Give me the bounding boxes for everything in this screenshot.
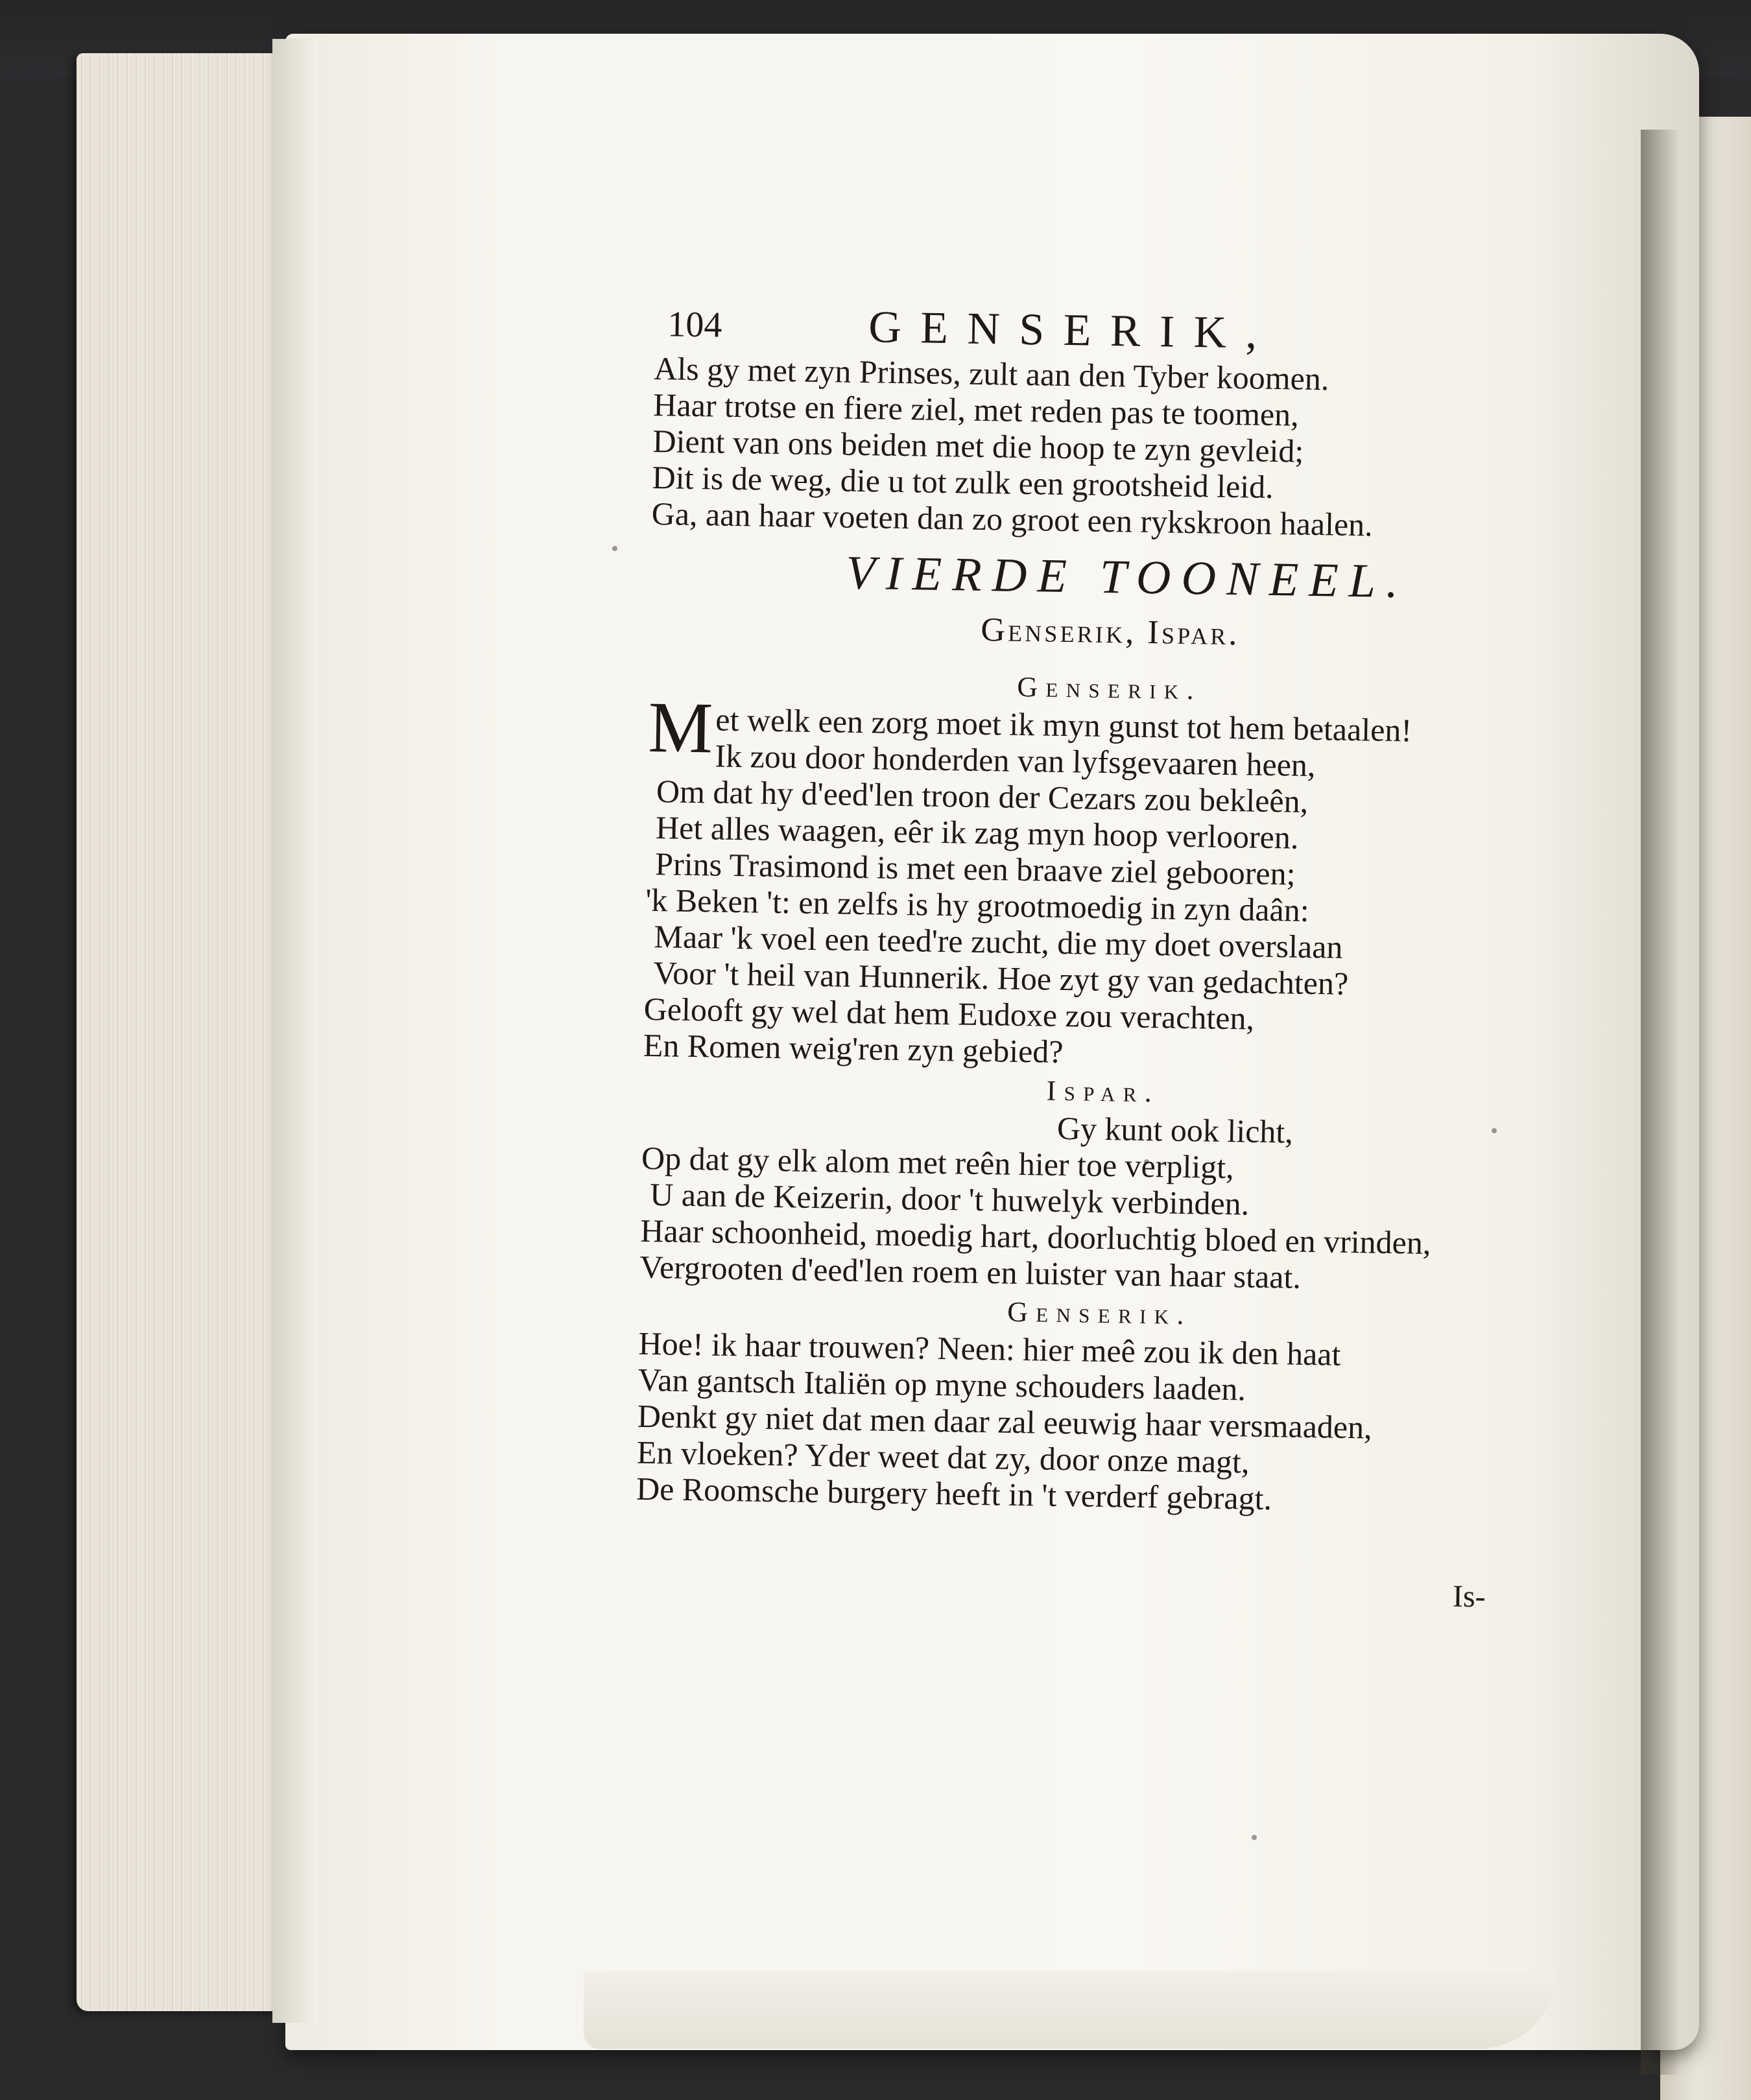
speaker-name: Genserik. xyxy=(1016,670,1202,706)
verse-line: Als gy met zyn Prinses, zult aan den Tyber koomen. xyxy=(653,349,1329,397)
speaker-name: Genserik. xyxy=(1007,1295,1193,1331)
verse-line: Hoe! ik haar trouwen? Neen: hier meê zou ik den haat xyxy=(638,1325,1341,1373)
verse-line: U aan de Keizerin, door 't huwelyk verbinden. xyxy=(649,1176,1250,1222)
verse-line: Ik zou door honderden van lyfsgevaaren heen, xyxy=(715,737,1316,784)
verse-line: Prins Trasimond is met een braave ziel gebooren; xyxy=(654,845,1296,892)
verse-line: Maar 'k voel een teed're zucht, die my doet overslaan xyxy=(654,918,1343,965)
page-edges-stack xyxy=(77,53,291,2011)
scene-title: VIERDE TOONEEL. xyxy=(845,546,1409,609)
paper-speck xyxy=(1252,1835,1257,1840)
verse-line: En vloeken? Yder weet dat zy, door onze magt, xyxy=(636,1433,1250,1480)
verse-line: Om dat hy d'eed'len troon der Cezars zou bekleên, xyxy=(656,773,1309,820)
verse-line: Op dat gy elk alom met reên hier toe verpligt, xyxy=(641,1139,1235,1186)
page-number: 104 xyxy=(667,304,722,346)
verse-line: Haar schoonheid, moedig hart, doorluchtig bloed en vrinden, xyxy=(639,1212,1431,1261)
verse-text: et welk een zorg moet ik myn gunst tot hem betaalen! xyxy=(715,701,1412,749)
verse-line: Dient van ons beiden met die hoop te zyn gevleid; xyxy=(652,422,1304,469)
verse-line: Het alles waagen, eêr ik zag myn hoop verlooren. xyxy=(655,809,1299,856)
verse-line: Vergrooten d'eed'len roem en luister van haar staat. xyxy=(639,1248,1302,1295)
speaker-name: Ispar. xyxy=(1046,1074,1160,1109)
verse-line: 'k Beken 't: en zelfs is hy grootmoedig in zyn daân: xyxy=(645,881,1310,928)
drop-cap: M xyxy=(647,687,714,769)
speech-genserik-2 xyxy=(636,1288,1534,1521)
verse-line: Dit is de weg, die u tot zulk een grootsheid leid. xyxy=(652,458,1274,506)
verse-line: Haar trotse en fiere ziel, met reden pas te toomen, xyxy=(652,386,1300,433)
speech-ispar xyxy=(639,1066,1538,1299)
paper-speck xyxy=(612,546,617,551)
verse-line: Ga, aan haar voeten dan zo groot een rykskroon haalen. xyxy=(651,495,1374,543)
book-gutter xyxy=(272,39,318,2023)
page-bottom-curl xyxy=(584,1971,1556,2049)
verse-line: Van gantsch Italiën op myne schouders laaden. xyxy=(637,1361,1246,1408)
page-curve-shadow xyxy=(1641,130,1680,2075)
scene-characters: Genserik, Ispar. xyxy=(980,611,1241,653)
verse-half-line: Gy kunt ook licht, xyxy=(1056,1109,1294,1150)
verse-line: Voor 't heil van Hunnerik. Hoe zyt gy van gedachten? xyxy=(653,954,1349,1002)
opening-verses xyxy=(651,350,1549,546)
verse-line: Denkt gy niet dat men daar zal eeuwig haar versmaaden, xyxy=(637,1397,1373,1446)
catchword: Is- xyxy=(1452,1579,1486,1614)
verse-line: En Romen weig'ren zyn gebied? xyxy=(643,1026,1064,1070)
speech-genserik-1 xyxy=(643,663,1544,1078)
verse-line: De Roomsche burgery heeft in 't verderf gebragt. xyxy=(636,1470,1272,1517)
page-text xyxy=(636,298,1550,1520)
running-title: GENSERIK, xyxy=(868,302,1277,359)
verse-line: Gelooft gy wel dat hem Eudoxe zou verachten, xyxy=(643,990,1255,1037)
